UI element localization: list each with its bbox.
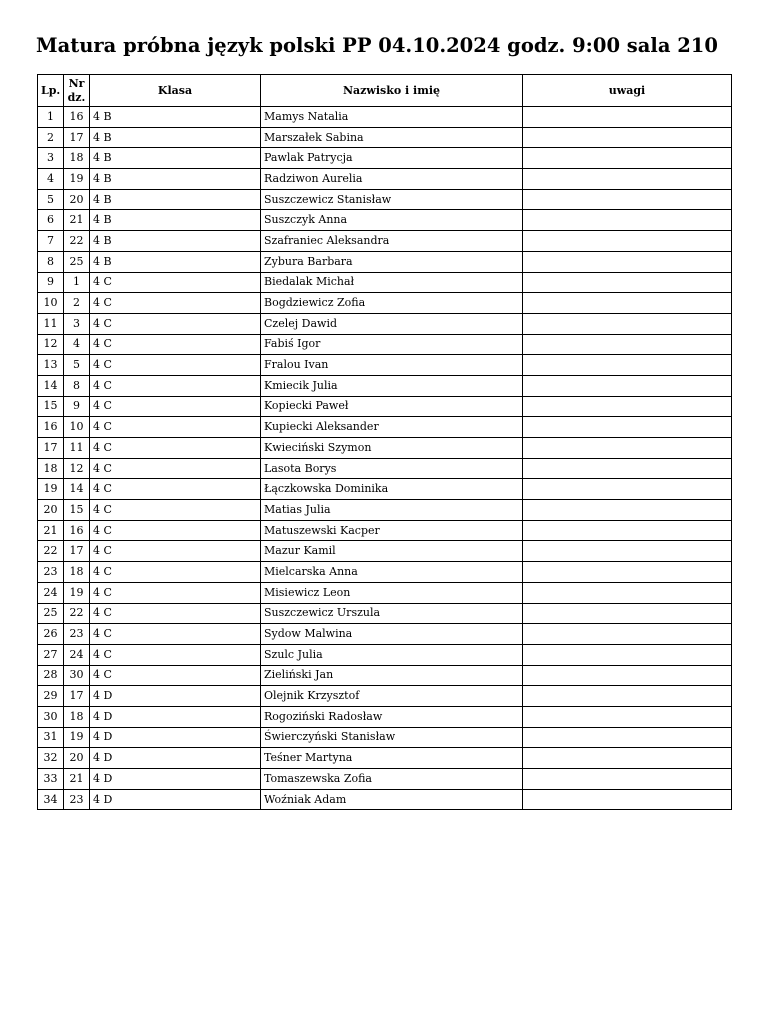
cell-name: Kmiecik Julia (261, 375, 523, 396)
cell-nr: 1 (64, 272, 90, 293)
cell-name: Woźniak Adam (261, 789, 523, 810)
table-row (38, 789, 732, 810)
table-row (38, 127, 732, 148)
cell-nr: 11 (64, 438, 90, 459)
cell-uwagi (523, 189, 732, 210)
cell-lp: 16 (38, 417, 64, 438)
table-row (38, 334, 732, 355)
cell-name: Mamys Natalia (261, 107, 523, 128)
cell-lp: 13 (38, 355, 64, 376)
cell-klasa: 4 D (90, 769, 261, 790)
cell-klasa: 4 B (90, 189, 261, 210)
cell-name: Lasota Borys (261, 458, 523, 479)
cell-lp: 17 (38, 438, 64, 459)
cell-name: Kupiecki Aleksander (261, 417, 523, 438)
cell-lp: 23 (38, 562, 64, 583)
cell-nr: 23 (64, 789, 90, 810)
table-row (38, 624, 732, 645)
cell-nr: 8 (64, 375, 90, 396)
cell-klasa: 4 C (90, 293, 261, 314)
cell-klasa: 4 C (90, 582, 261, 603)
cell-name: Suszczewicz Stanisław (261, 189, 523, 210)
cell-uwagi (523, 582, 732, 603)
table-row (38, 479, 732, 500)
table-row (38, 293, 732, 314)
cell-klasa: 4 C (90, 500, 261, 521)
cell-name: Misiewicz Leon (261, 582, 523, 603)
table-row (38, 210, 732, 231)
table-row (38, 500, 732, 521)
table-row (38, 562, 732, 583)
column-header-uwagi: uwagi (523, 75, 732, 107)
cell-nr: 10 (64, 417, 90, 438)
cell-uwagi (523, 644, 732, 665)
cell-name: Suszczewicz Urszula (261, 603, 523, 624)
cell-nr: 15 (64, 500, 90, 521)
cell-uwagi (523, 458, 732, 479)
cell-nr: 17 (64, 541, 90, 562)
cell-name: Teśner Martyna (261, 748, 523, 769)
cell-klasa: 4 C (90, 644, 261, 665)
cell-lp: 2 (38, 127, 64, 148)
cell-klasa: 4 D (90, 789, 261, 810)
table-row (38, 417, 732, 438)
cell-klasa: 4 B (90, 148, 261, 169)
table-row (38, 107, 732, 128)
table-row (38, 603, 732, 624)
cell-uwagi (523, 417, 732, 438)
cell-uwagi (523, 541, 732, 562)
cell-name: Sydow Malwina (261, 624, 523, 645)
cell-name: Mielcarska Anna (261, 562, 523, 583)
table-row (38, 251, 732, 272)
cell-uwagi (523, 748, 732, 769)
cell-nr: 30 (64, 665, 90, 686)
cell-nr: 24 (64, 644, 90, 665)
cell-lp: 12 (38, 334, 64, 355)
cell-klasa: 4 C (90, 355, 261, 376)
cell-name: Zieliński Jan (261, 665, 523, 686)
table-row (38, 665, 732, 686)
cell-lp: 26 (38, 624, 64, 645)
cell-lp: 19 (38, 479, 64, 500)
cell-uwagi (523, 231, 732, 252)
cell-klasa: 4 C (90, 438, 261, 459)
cell-uwagi (523, 769, 732, 790)
cell-nr: 4 (64, 334, 90, 355)
cell-name: Fabiś Igor (261, 334, 523, 355)
cell-nr: 19 (64, 169, 90, 190)
cell-lp: 29 (38, 686, 64, 707)
cell-uwagi (523, 727, 732, 748)
cell-name: Fralou Ivan (261, 355, 523, 376)
cell-klasa: 4 C (90, 541, 261, 562)
cell-nr: 2 (64, 293, 90, 314)
cell-name: Czelej Dawid (261, 313, 523, 334)
cell-uwagi (523, 396, 732, 417)
cell-name: Zybura Barbara (261, 251, 523, 272)
cell-nr: 21 (64, 769, 90, 790)
cell-uwagi (523, 375, 732, 396)
cell-lp: 21 (38, 520, 64, 541)
cell-name: Olejnik Krzysztof (261, 686, 523, 707)
cell-uwagi (523, 251, 732, 272)
cell-lp: 18 (38, 458, 64, 479)
cell-uwagi (523, 706, 732, 727)
cell-name: Tomaszewska Zofia (261, 769, 523, 790)
cell-nr: 19 (64, 582, 90, 603)
table-row (38, 706, 732, 727)
cell-klasa: 4 B (90, 107, 261, 128)
cell-nr: 5 (64, 355, 90, 376)
cell-uwagi (523, 479, 732, 500)
table-row (38, 169, 732, 190)
table-row (38, 438, 732, 459)
cell-lp: 27 (38, 644, 64, 665)
cell-name: Bogdziewicz Zofia (261, 293, 523, 314)
cell-name: Biedalak Michał (261, 272, 523, 293)
cell-nr: 16 (64, 107, 90, 128)
cell-lp: 4 (38, 169, 64, 190)
cell-lp: 9 (38, 272, 64, 293)
table-header-row (38, 75, 732, 107)
cell-klasa: 4 C (90, 562, 261, 583)
cell-name: Szafraniec Aleksandra (261, 231, 523, 252)
cell-uwagi (523, 169, 732, 190)
cell-uwagi (523, 500, 732, 521)
cell-lp: 3 (38, 148, 64, 169)
cell-uwagi (523, 293, 732, 314)
cell-klasa: 4 C (90, 479, 261, 500)
cell-uwagi (523, 127, 732, 148)
cell-klasa: 4 D (90, 706, 261, 727)
table-row (38, 727, 732, 748)
cell-nr: 3 (64, 313, 90, 334)
cell-name: Świerczyński Stanisław (261, 727, 523, 748)
table-row (38, 272, 732, 293)
cell-lp: 33 (38, 769, 64, 790)
cell-nr: 17 (64, 686, 90, 707)
table-row (38, 644, 732, 665)
cell-klasa: 4 B (90, 127, 261, 148)
cell-klasa: 4 D (90, 727, 261, 748)
cell-name: Rogoziński Radosław (261, 706, 523, 727)
cell-klasa: 4 B (90, 231, 261, 252)
table-row (38, 458, 732, 479)
cell-klasa: 4 B (90, 169, 261, 190)
table-row (38, 313, 732, 334)
cell-nr: 19 (64, 727, 90, 748)
cell-klasa: 4 C (90, 458, 261, 479)
cell-uwagi (523, 355, 732, 376)
cell-lp: 32 (38, 748, 64, 769)
cell-uwagi (523, 272, 732, 293)
cell-klasa: 4 C (90, 520, 261, 541)
cell-lp: 28 (38, 665, 64, 686)
cell-klasa: 4 B (90, 210, 261, 231)
cell-klasa: 4 C (90, 665, 261, 686)
table-row (38, 355, 732, 376)
table-row (38, 686, 732, 707)
cell-lp: 24 (38, 582, 64, 603)
cell-name: Radziwon Aurelia (261, 169, 523, 190)
cell-lp: 25 (38, 603, 64, 624)
cell-nr: 22 (64, 603, 90, 624)
cell-nr: 23 (64, 624, 90, 645)
cell-lp: 11 (38, 313, 64, 334)
table-row (38, 231, 732, 252)
cell-uwagi (523, 313, 732, 334)
cell-klasa: 4 B (90, 251, 261, 272)
student-table (37, 74, 732, 810)
cell-lp: 31 (38, 727, 64, 748)
cell-uwagi (523, 107, 732, 128)
cell-klasa: 4 D (90, 686, 261, 707)
cell-lp: 5 (38, 189, 64, 210)
table-row (38, 148, 732, 169)
cell-lp: 22 (38, 541, 64, 562)
cell-lp: 8 (38, 251, 64, 272)
cell-uwagi (523, 562, 732, 583)
cell-nr: 22 (64, 231, 90, 252)
cell-lp: 7 (38, 231, 64, 252)
cell-lp: 15 (38, 396, 64, 417)
column-header-nr: Nr dz. (64, 75, 90, 107)
cell-uwagi (523, 520, 732, 541)
cell-nr: 17 (64, 127, 90, 148)
cell-name: Mazur Kamil (261, 541, 523, 562)
cell-nr: 20 (64, 189, 90, 210)
cell-nr: 9 (64, 396, 90, 417)
cell-lp: 6 (38, 210, 64, 231)
cell-nr: 12 (64, 458, 90, 479)
table-row (38, 582, 732, 603)
cell-name: Kwieciński Szymon (261, 438, 523, 459)
cell-lp: 1 (38, 107, 64, 128)
cell-lp: 30 (38, 706, 64, 727)
cell-uwagi (523, 210, 732, 231)
cell-name: Matuszewski Kacper (261, 520, 523, 541)
cell-name: Matias Julia (261, 500, 523, 521)
cell-name: Szulc Julia (261, 644, 523, 665)
cell-nr: 20 (64, 748, 90, 769)
cell-klasa: 4 D (90, 748, 261, 769)
cell-uwagi (523, 148, 732, 169)
cell-lp: 14 (38, 375, 64, 396)
cell-nr: 18 (64, 562, 90, 583)
cell-name: Suszczyk Anna (261, 210, 523, 231)
cell-klasa: 4 C (90, 417, 261, 438)
cell-uwagi (523, 789, 732, 810)
table-row (38, 520, 732, 541)
cell-klasa: 4 C (90, 313, 261, 334)
cell-uwagi (523, 334, 732, 355)
cell-uwagi (523, 686, 732, 707)
table-row (38, 189, 732, 210)
column-header-name: Nazwisko i imię (261, 75, 523, 107)
page-title: Matura próbna język polski PP 04.10.2024 godz. 9:00 sala 210 (36, 34, 718, 57)
cell-nr: 25 (64, 251, 90, 272)
table-row (38, 375, 732, 396)
table-row (38, 541, 732, 562)
cell-name: Łączkowska Dominika (261, 479, 523, 500)
cell-uwagi (523, 603, 732, 624)
column-header-lp: Lp. (38, 75, 64, 107)
cell-uwagi (523, 624, 732, 645)
cell-klasa: 4 C (90, 603, 261, 624)
cell-klasa: 4 C (90, 396, 261, 417)
cell-lp: 10 (38, 293, 64, 314)
cell-klasa: 4 C (90, 624, 261, 645)
cell-name: Kopiecki Paweł (261, 396, 523, 417)
table-row (38, 748, 732, 769)
cell-lp: 20 (38, 500, 64, 521)
cell-klasa: 4 C (90, 272, 261, 293)
cell-nr: 18 (64, 148, 90, 169)
column-header-klasa: Klasa (90, 75, 261, 107)
cell-nr: 16 (64, 520, 90, 541)
cell-klasa: 4 C (90, 375, 261, 396)
cell-name: Marszałek Sabina (261, 127, 523, 148)
cell-name: Pawlak Patrycja (261, 148, 523, 169)
cell-klasa: 4 C (90, 334, 261, 355)
cell-nr: 18 (64, 706, 90, 727)
cell-lp: 34 (38, 789, 64, 810)
cell-uwagi (523, 438, 732, 459)
table-row (38, 396, 732, 417)
cell-nr: 14 (64, 479, 90, 500)
cell-uwagi (523, 665, 732, 686)
cell-nr: 21 (64, 210, 90, 231)
table-row (38, 769, 732, 790)
